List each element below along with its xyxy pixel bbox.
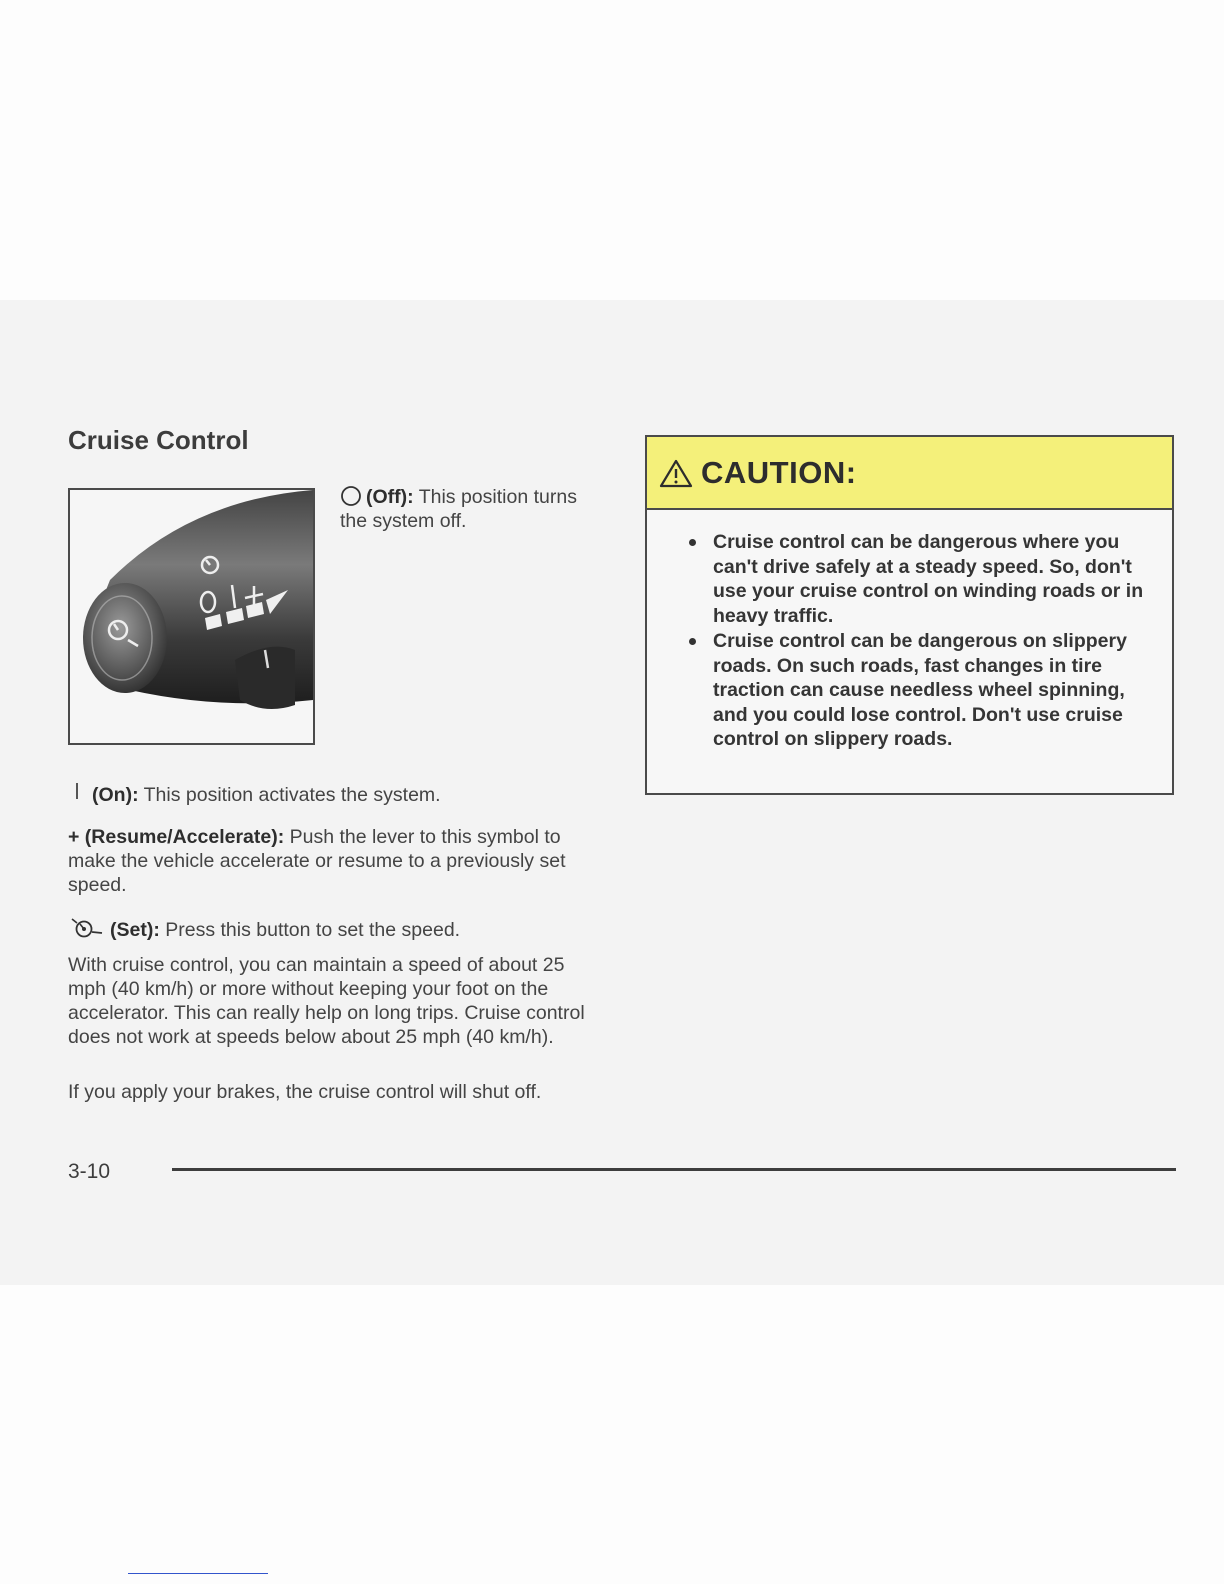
set-description [68, 916, 608, 942]
off-circle-icon [340, 485, 362, 507]
set-label: (Set): [110, 919, 160, 941]
footer-rule [172, 1168, 1176, 1171]
off-label: (Off): [366, 486, 414, 508]
caution-title: CAUTION: [701, 454, 857, 490]
caution-header [647, 437, 1172, 510]
on-text: This position activates the system. [138, 784, 441, 806]
set-speedometer-icon [68, 916, 106, 940]
off-description [340, 485, 580, 533]
caution-box [645, 435, 1174, 795]
on-line-icon [76, 783, 78, 799]
on-label: (On): [92, 784, 139, 806]
brake-paragraph: If you apply your brakes, the cruise control will shut off. [68, 1081, 542, 1103]
cruise-body-paragraph: With cruise control, you can maintain a speed of about 25 mph (40 km/h) or more without keeping your foot on the accelerator. This can really help on long trips. Cruise control does not work at speeds below about 25 mph (40 km/h). [68, 954, 585, 1048]
caution-list [647, 510, 1172, 752]
caution-item: Cruise control can be dangerous where you can't drive safely at a steady speed. So, don't use your cruise control on winding roads or in heavy traffic. [689, 530, 1152, 628]
bottom-link-underline [128, 1573, 268, 1574]
set-text: Press this button to set the speed. [159, 919, 461, 941]
off-text: This position turns the system off. [340, 486, 577, 532]
caution-item: Cruise control can be dangerous on slippery roads. On such roads, fast changes in tire traction can cause needless wheel spinning, and you could lose control. Don't use cruise control on slippery roads. [689, 629, 1152, 752]
resume-text: Push the lever to this symbol to make the vehicle accelerate or resume to a previously set speed. [68, 826, 566, 896]
resume-label: + (Resume/Accelerate): [68, 826, 285, 848]
cruise-control-lever-illustration [68, 488, 315, 745]
page-number: 3-10 [68, 1160, 111, 1183]
page-title: Cruise Control [68, 425, 249, 455]
resume-description [68, 825, 598, 897]
warning-triangle-icon [659, 458, 693, 488]
on-description [68, 783, 608, 807]
